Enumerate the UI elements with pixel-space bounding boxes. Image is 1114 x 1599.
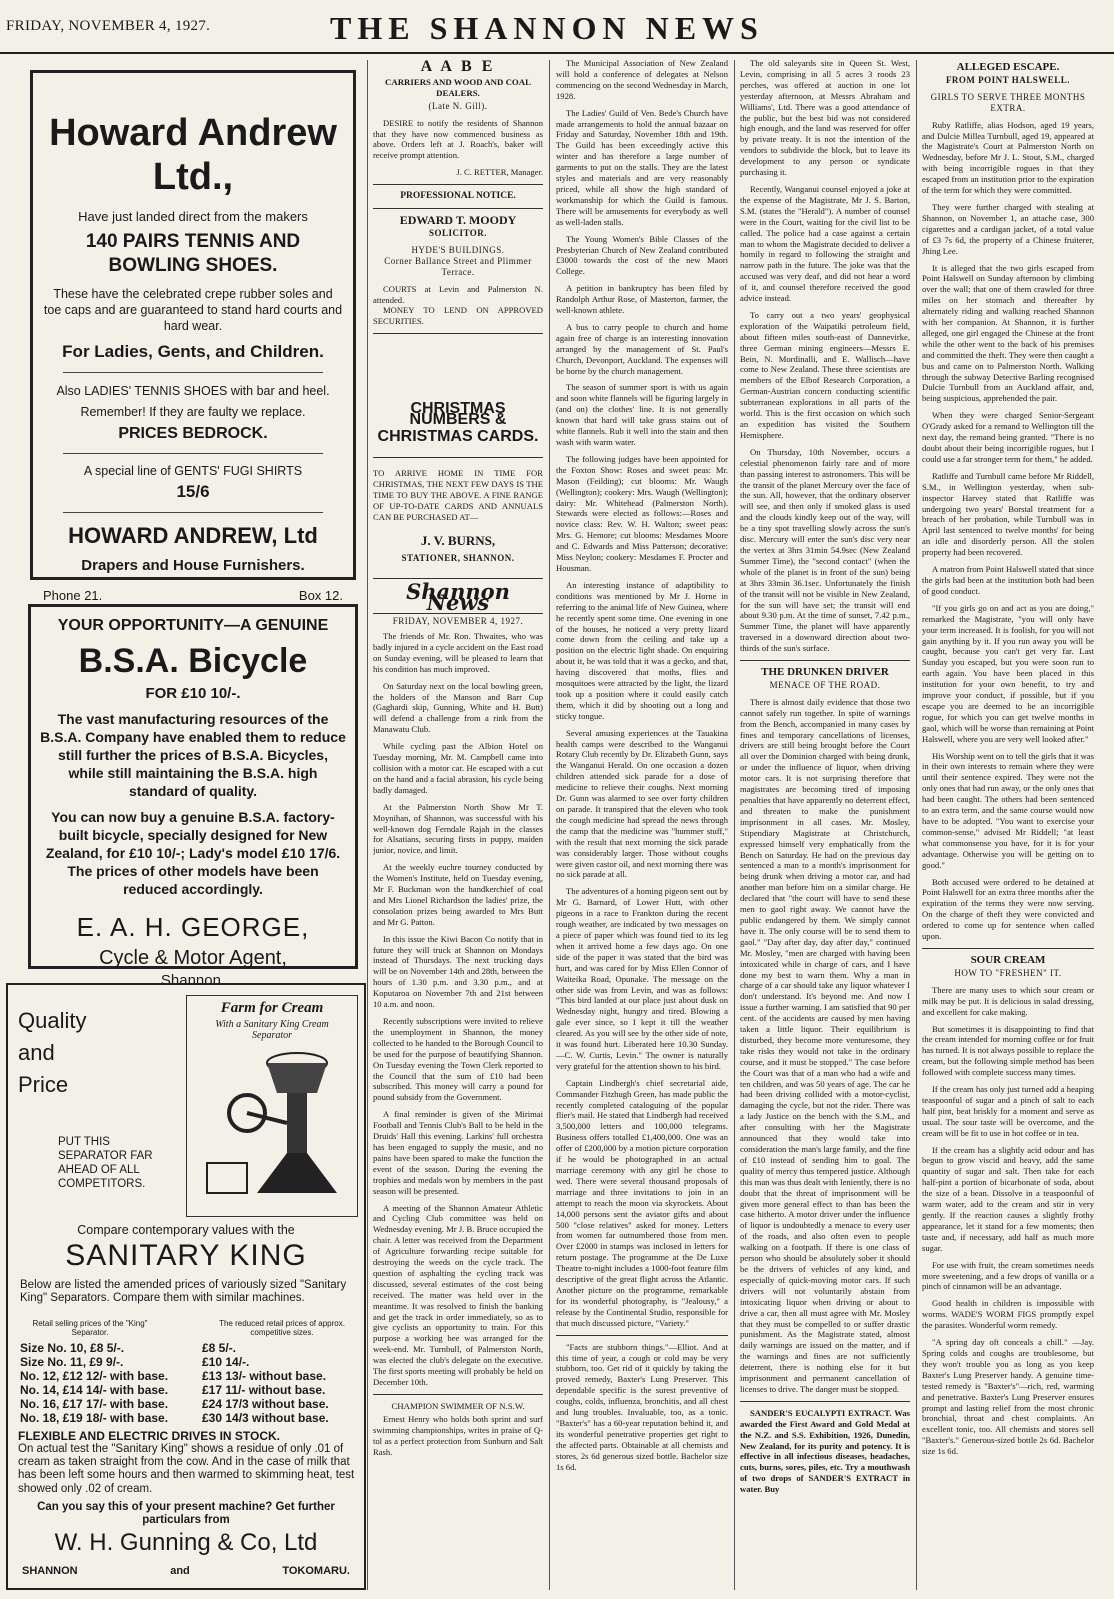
price-table-row (12, 1397, 360, 1411)
ad-body1: The vast manufacturing resources of the B.S.A. Company have enabled them to reduce still further the prices of B.S.A. Bicycles, while still maintaining the B.S.A. high standard of quality. (40, 711, 346, 799)
newspaper-title: THE SHANNON NEWS (330, 10, 764, 46)
ad-and: and (18, 1040, 55, 1065)
ad-put-this: PUT THIS SEPARATOR FAR AHEAD OF ALL COMPETITORS. (58, 1136, 153, 1190)
ad-firm: W. H. Gunning & Co, Ltd (54, 1529, 318, 1556)
ad-town-left: SHANNON (22, 1565, 78, 1577)
price-left: No. 16, £17 17/- with base. (20, 1397, 169, 1411)
price-right: £24 17/3 without base. (202, 1397, 329, 1411)
news-item: On Saturday next on the local bowling green, the holders of the Manson and Barr Cup (Gaghardi skip, Gunning, White and H. Butt) will defend a challenge from a rink from the Manawatu Club. (373, 680, 543, 735)
ad-col-right-head: The reduced retail prices of approx. competitive sizes. (219, 1319, 345, 1337)
ad-compare: Compare contemporary values with the (77, 1223, 295, 1237)
news-item: "If you girls go on and act as you are doing," remarked the Magistrate, "you will only have your term increased. It is foolish, for you will not gain anything by it. If you run away you will be caught, because you can't get very far. Last Sunday you escaped, but you were soon run to earth again. You have been placed in this institution for your own benefit, to try and improve your conduct, if possible, but if you escape you are deemed to be an incorrigible rogue, for which you can get twelve months in gaol, which will be worse than remaining at Point Halswell, where you are very well looked after." (922, 602, 1094, 744)
column-divider (549, 60, 550, 1590)
aabe-sub: CARRIERS AND WOOD AND COAL DEALERS. (385, 76, 531, 98)
ad-phone: Phone 21. (43, 588, 103, 603)
price-right: £10 14/-. (202, 1355, 250, 1369)
ad-for: For Ladies, Gents, and Children. (62, 342, 324, 361)
news-item: A petition in bankruptcy has been filed by Randolph Arthur Rose, of Masterton, farmer, the well-known athlete. (556, 283, 728, 316)
price-right: £17 11/- without base. (202, 1383, 326, 1397)
news-item: Captain Lindbergh's chief secretarial aide, Commander Fitzhugh Green, has made public the recently completed cataloguing of the popular flier's mail. He stated that Lindbergh had received 3,500,000 letters and 100,000 telegrams. Business offers totalled £1,400,000. One was an offer of £200,000 by a motion picture corporation if he would be photographed in an actual marriage ceremony with any girl he chose to wed. There were several thousand proposals of marriage and three invitations to join in an attempt to reach the moon via skyrockets. About 14,000 persons sent the aviator gifts and about 500 "close relatives" asked for money. Letters from women far outnumbered those from men. Over £2000 in stamps was inclosed in letters for return postage. The programme at the De Luxe Theatre to-night includes a 1000-foot feature film descriptive of the great flight across the Atlantic. Another picture on the programme, remarkable for its wonderful photography, is "Jealousy," a release by the Continental Studio, responsible for that much discussed picture, "Variety." (556, 1077, 728, 1328)
ad-intro: Have just landed direct from the makers (78, 209, 308, 224)
ad-price: FOR £10 10/-. (145, 685, 241, 702)
price-left: Size No. 11, £9 9/-. (20, 1355, 124, 1369)
news-item: It is alleged that the two girls escaped from Point Halswell on Sunday afternoon by climbing over the wall; that one of them crawled for three miles on her stomach and thereafter by alternately riding and walking reached Shannon with her companion. At Shannon, it is further alleged, one girl engaged the Chinese at the front while the other went to the back of his premises and committed the theft. They were then caught a bus and came on to Palmerston North. Walking through the subway Detective Barling recognised Dulcie Turnbull from an Auckland affair, and, being suspicious, apprehended the pair. (922, 262, 1094, 404)
escape-heading: ALLEGED ESCAPE. (956, 61, 1060, 73)
solicitor-money: MONEY TO LEND ON APPROVED SECURITIES. (373, 305, 543, 327)
aabe-signature: J. C. RETTER, Manager. (456, 167, 543, 178)
ad-body: These have the celebrated crepe rubber soles and toe caps and are guaranteed to stand hard courts and hard wear. (43, 287, 343, 333)
news-item: The adventures of a homing pigeon sent out by Mr G. Barnard, of Lower Hutt, with other pigeons in a race to Frankton during the recent rough weather, are indicated by two messages on a piece of paper which was found tied to its leg when it arrived home a few days ago. On one side of the paper it was stated that the bird was hurt, and was cared for by Miss Ellen Connor of Waiteika Road, Opunake. The message on the other side was from Levin, and was as follows: "This bird landed at our place just about dusk on Wednesday night, hungry and tired. Blowing a gale ever since, so I kept it till the weather cleared. As you will see by the other side of note, it was found hurt. Liberated here 10.30 Sunday.—C. W. Curtis, Levin." The owner is naturally very grateful for the attention shown to his bird. (556, 886, 728, 1071)
ad-box: Box 12. (298, 588, 343, 603)
drunken-driver-body: There is almost daily evidence that those two cannot safely run together. In spite of warnings from the Bench, accompanied in many cases by fines and temporary cancellations of licenses, drivers are still being brought before the Court all over the Dominion charged with being drunk, or under the influence of liquor, when driving motor cars. It is not surprising therefore that magistrates are becoming tired of imposing penalties that have apparently no deterrent effect, and threaten to make the punishment imprisonment in all cases. Mr. Mosley, Stipendiary Magistrate at Christchurch, expressed himself very emphatically from the Bench on Saturday. He had on the previous day sentenced a man to a month's imprisonment for being drunk when driving a motor car, and had another man before him on a similar charge. He declared that "the court will have to send these men to gaol right away. We cannot have the public endangered by them. We simply cannot have it. The only course will be to send them to gaol." "Day after day, day after day," continued Mr. Mosley, "men are charged with having been intoxicated while in charge of cars, and I have done my best to warn them. Why a man in charge of a car should take any liquor whatever I don't understand. It's beyond me. And now I issue a further warning. I am satisfied that 90 per cent. of the accidents are caused by men having taken a little liquor. Their equilibrium is disturbed, they become more venturesome, they take risks they would not take in the ordinary course, and it must be stopped." The case before the Court was that of a man who had a wife and ten children, and was 50 years of age. The car he had been driving collided with a motor-cyclist, damaging the cycle, but not the rider. There was a lady Justice on the bench with the S.M., and after consulting with her the Magistrate announced that they would take into consideration the man's large family, and the fine of £10 instead of sending him to goal. The quality of mercy thus tempered justice. Although this man was thus dealt with leniently, there is no doubt that the threat of imprisonment will be given more general effect to than has been the case hitherto. A motor driver under the influence of liquor is undoubtedly a menace to every user of the roads, and also often even to people walking on a footpath. If there is one class of person who should be absolutely sober it should be the drivers of vehicles of any kind, and especially of quick-moving motor cars. If such drivers will not voluntarily abstain from intoxicating liquor when driving or about to drive a car, then all must agree with Mr. Mosley that they must be compelled to or suffer drastic punishment. As the Magistrate stated, almost daily warnings are issued on the matter, and if the warnings and fines are not sufficiently deterrent, there is nothing else for it but imprisonment and permanent cancellation of licenses to drive. The danger must be stopped. (740, 696, 910, 1394)
ad-firm-desc: Drapers and House Furnishers. (81, 557, 305, 574)
masthead-rule (0, 52, 1114, 54)
baxter-advert: "A spring day oft conceals a chill." —Jay. Spring colds and coughs are troublesome, but they won't trouble you as long as you keep Baxter's Lung Preserver handy. A genuine time-tested remedy is "Baxter's"—rich, red, warming and penetrative. Baxter's Lung Preserver ensures prompt and lasting relief from the most chronic bronchial, throat and chest complaints. An excellent tonic, too. All chemists and stores sell "Baxter's." Generous-sized bottle 2s 6d. Bachelor size 1s 6d. (922, 1337, 1094, 1457)
solicitor-address: Corner Ballance Street and Plimmer Terrace. (384, 255, 532, 277)
news-item: If the cream has a slightly acid odour and has begun to grow viscid and heavy, add the same quantity of sugar and salt. Then take for each half-pint a portion of bicarbonate of soda, about the size of a bean. Dissolve in a teaspoonful of warm water, add to the cream and stir in very gently. If the reaction causes a slightly frothy appearance, let it stand for a few moments; then taste and, if necessary, add half as much more sugar. (922, 1144, 1094, 1253)
price-table-row (12, 1411, 360, 1425)
ad-lead: YOUR OPPORTUNITY—A GENUINE (57, 617, 329, 634)
escape-subheading-2: GIRLS TO SERVE THREE MONTHS EXTRA. (930, 91, 1086, 113)
sanders-advert: SANDER'S EUCALYPTI EXTRACT. Was awarded the First Award and Gold Medal at the N.Z. and S.S. Exhibition, 1926, Dunedin, New Zealand, for its purity and potency. It is effective in all infectious diseases, headaches, cuts, burns, sores, piles, etc. Try a mouthwash of two drops of SANDER'S EXTRACT in water. Buy (740, 1407, 910, 1495)
news-item: If the cream has only just turned add a heaping teaspoonful of sugar and a pinch of salt to each half pint, beat briskly for a moment and serve as usual. The sour taste will be overcome, and the cream will be fit to use in hot coffee or in tea. (922, 1084, 1094, 1138)
ad-special: A special line of GENTS' FUGI SHIRTS (83, 464, 303, 478)
solicitor-courts: COURTS at Levin and Palmerston N. attended. (373, 283, 543, 305)
column-divider (916, 60, 917, 1590)
ad-flexible: FLEXIBLE AND ELECTRIC DRIVES IN STOCK. (18, 1429, 281, 1443)
news-item: They were further charged with stealing at Shannon, on November 1, an attache case, 300 cigarettes and a cardigan jacket, of a total value of £3 7s 6d, the property of a Chinese fruiterer, Jhing Lee. (922, 201, 1094, 256)
news-item: A final reminder is given of the Mirimai Football and Tennis Club's Ball to be held in the Druids' Hall this evening. Larkins' full orchestra has been engaged to supply the music, and no pains have been spared to make the function the event of the season. During the evening the trophies and medals won by members in the past season will be presented. (373, 1109, 543, 1196)
sour-cream-subheading: HOW TO "FRESHEN" IT. (954, 967, 1062, 978)
ad-special-price: 15/6 (176, 482, 210, 501)
ad-town: Shannon. (160, 972, 226, 989)
ad-title: Howard Andrew Ltd., (49, 112, 337, 198)
price-right: £13 13/- without base. (202, 1369, 327, 1383)
column-3 (556, 58, 728, 1594)
news-item: The following judges have been appointed for the Foxton Show: Roses and sweet peas: Mr. Mason (Feilding); cut blooms: Mr. Waugh (Wellington); cookery: Mrs. Waugh (Wellington); dairy: Mr. Whitehead (Palmerston North). Stewards were elected as follows:—Roses and novice class: Rev. W. H. Walton; sweet peas: Mrs. G. Hemore; cut blooms: Mesdames Moore and C. Edwards and Miss Patterson; decorative: Miss Neylon; cookery: Mesdames F. Procter and Housman. (556, 453, 728, 573)
solicitor-role: SOLICITOR. (428, 227, 488, 238)
news-item: When they were charged Senior-Sergeant O'Grady asked for a remand to Wellington till the next day, the remand being granted. "There is no doubt about their being incorrigible rogues, but I could use a far stronger term for them," he added. (922, 410, 1094, 464)
ad-agent-desc: Cycle & Motor Agent, (99, 947, 287, 969)
news-item: The season of summer sport is with us again and soon white flannels will be figuring largely in (and on) the clothes' line. It is not generally known that hard will take grass stains out of white flannels. Rub it well into the stain and then wash with warm water. (556, 382, 728, 447)
ad-agent: E. A. H. GEORGE, (76, 912, 310, 942)
christmas-heading-2: CHRISTMAS CARDS. (377, 428, 539, 446)
burns-name: J. V. BURNS, (420, 533, 496, 549)
column-divider (367, 60, 368, 1590)
price-table-row (12, 1341, 360, 1355)
wades-advert: Good health in children is impossible with worms. WADE'S WORM FIGS promptly expel the parasites. Wonderful worm remedy. (922, 1298, 1094, 1331)
news-item: Both accused were ordered to be detained at Point Halswell for an extra three months after the expiration of the terms they were now serving. On the charge of theft they were convicted and ordered to come up for sentence when called upon. (922, 876, 1094, 942)
price-table-row (12, 1355, 360, 1369)
column-divider (734, 60, 735, 1590)
separator-illustration (186, 995, 358, 1217)
paper-nameplate: Shannon News (406, 579, 510, 616)
illustration-caption: Farm for Cream (220, 1000, 324, 1016)
news-item: To carry out a two years' geophysical exploration of the Waipatiki petroleum field, about fifteen miles south-east of Dannevirke, three German mining engineers—Messrs E. Bein, N. Mordinalli, and E. Wallisch—have come to New Zealand. These three scientists are members of the Elbof Research Corporation, a German-Austrian concern conducting scientific subterranean explorations in all parts of the world. This is the first occasion on which such an expedition has visited the Southern Hemisphere. (740, 309, 910, 440)
escape-subheading: FROM POINT HALSWELL. (945, 74, 1071, 85)
separator-machine-icon (187, 1043, 357, 1203)
ad-product: B.S.A. Bicycle (78, 642, 308, 680)
drunken-driver-subheading: MENACE OF THE ROAD. (769, 679, 881, 690)
news-item: Ratliffe and Turnbull came before Mr Riddell, S.M., in Wellington yesterday, when sub-inspector Harvey stated that Ratliffe was undergoing two years' Borstal treatment for a breach of her probation, while Turnbull was in April last sentenced to twelve months' for being an idle and disorderly person. All the stolen property had been recovered. (922, 470, 1094, 558)
price-left: No. 18, £19 18/- with base. (20, 1411, 169, 1425)
news-item: An interesting instance of adaptibility to conditions was mentioned by Mr J. Horne in referring to the animal life of New Guinea, where he recently spent some time. One evening in one of the houses, he noticed a very pretty lizard come down from the ceiling and take up a position on the electric light shade. On enquiring about it, he was told that it was a gecko, and that, having discovered that moths, flies and mosquitoes were attracted by the light, the lizard took up a position where it could easily catch them, which it did by shooting out a long and sticky tongue. (556, 579, 728, 721)
ad-town-right: TOKOMARU. (282, 1565, 350, 1577)
news-item: Recently subscriptions were invited to relieve the unemployment in Shannon, the money collected to be handed to the Borough Council to be used for the purpose of beautifying Shannon. On Tuesday evening the Town Clerk reported to the Council that the sum of £10 had been subscribed. This money will carry a pound for pound subsidy from the Government. (373, 1016, 543, 1103)
news-item: At the weekly euchre tourney conducted by the Women's Institute, held on Tuesday evening, Mr F. Buckman won the handkerchief of coal and Mrs Lionel Richardson the ladies' prize, the consolation prizes being awarded to Mrs Butt and Mr G. Patton. (373, 862, 543, 927)
champion-swimmer-heading: CHAMPION SWIMMER OF N.S.W. (391, 1400, 525, 1411)
christmas-body: TO ARRIVE HOME IN TIME FOR CHRISTMAS, THE NEXT FEW DAYS IS THE TIME TO BUY THE ABOVE. A FINE RANGE OF UP-TO-DATE CARDS AND ANNUALS CAN BE PURCHASED AT— (373, 467, 543, 522)
price-table (12, 1341, 360, 1425)
ad-test: On actual test the "Sanitary King" shows a residue of only .01 of cream as taken straight from the cow. And in the case of milk that has been left some hours and then warmed to skimming heat, test showed only .02 of cream. (18, 1443, 355, 1495)
news-item: A meeting of the Shannon Amateur Athletic and Cycling Club committee was held on Wednesday evening. Mr J. B. Bruce occupied the chair. A letter was received from the Department of Agriculture forwarding recipe suitable for destroying the weeds on the cycle track. The question of asphalting the cycling track was discussed, several estimates of the cost being received. The matter was held over in the meantime. It was resolved to finish the banking and get the track in order immediately, so as to give cyclists an opportunity to train. For this purpose a working bee was arranged for the week-end. Mr. Turnbull, of Palmerston North, was elected the club's delegate on the executive. The first sports meeting will probably be held on December 10th. (373, 1202, 543, 1387)
masthead (0, 0, 1114, 52)
news-item: There are many uses to which sour cream or milk may be put. It is delicious in salad dressing, and excellent for cake making. (922, 984, 1094, 1017)
ad-town-and: and (170, 1565, 190, 1577)
baxter-advert: "Facts are stubborn things."—Elliot. And at this time of year, a cough or cold may be very stubborn, too. Get rid of it quickly by taking the proved remedy, Baxter's Lung Preserver. This dependable specific is the surest preventive of coughs, colds, influenza, bronchitis, and all chest and lung troubles. Invaluable, too, as a tonic. "Baxter's" has a 60-year reputation behind it, and its wonderful penetrative properties get right to the affected parts. Obtainable at all chemists and stores, 2s 6d generous sized bottle. Bachelor size 1s 6d. (556, 1341, 728, 1472)
solicitor-building: HYDE'S BUILDINGS. (411, 244, 505, 255)
ad-prices: PRICES BEDROCK. (118, 425, 268, 442)
news-item: While cycling past the Albion Hotel on Tuesday morning, Mr. M. Campbell came into collision with a motor car. He escaped with a cut on the hand and a facial abrasion, his cycle being badly damaged. (373, 741, 543, 795)
news-item: The old saleyards site in Queen St. West, Levin, comprising in all 5 acres 3 roods 23 perches, was offered at auction in one lot yesterday afternoon, at Messrs Abraham and Williams', Ltd. There was a good attendance of the public, but the best bid was not considered high enough, and the land was reserved for offer by private treaty. It is not the intention of the vendors to subdivide the block, but to leave its development to any person or syndicate purchasing it. (740, 58, 910, 178)
ad-col-left-head: Retail selling prices of the "King" Separator. (32, 1319, 148, 1337)
burns-desc: STATIONER, SHANNON. (401, 553, 515, 564)
news-item: The friends of Mr. Ron. Thwaites, who was badly injured in a cycle accident on the East road on Sunday evening, will be pleased to learn that his condition has much improved. (373, 631, 543, 674)
ad-also: Also LADIES' TENNIS SHOES with bar and heel. (56, 384, 330, 398)
news-item: In this issue the Kiwi Bacon Co notify that in future they will truck at Shannon on Mondays instead of Thursdays. The next trucking days will be on November 14th and 28th, between the hours of 1.30 p.m. and 3.30 p.m., and at Koputaroa on November 7th and 21st between 10 a.m. and noon. (373, 933, 543, 1010)
ad-price-word: Price (18, 1072, 69, 1097)
price-left: Size No. 10, £8 5/-. (20, 1341, 125, 1355)
aabe-late: (Late N. Gill). (428, 100, 488, 111)
price-right: £8 5/-. (202, 1341, 237, 1355)
news-item: The Ladies' Guild of Ven. Bede's Church have made arrangements to hold the annual bazaar on Friday and Saturday, November 18th and 19th. The Guild has been exceedingly active this winter and has therefore a large number of garments to put on the stalls. They are the latest styles and materials and are very reasonably priced, while all show the high standard of workmanship for which the Guild is famous. There will be amusements for everybody as well as well-laden stalls. (556, 107, 728, 227)
ad-firm: HOWARD ANDREW, Ltd (68, 523, 318, 548)
price-left: No. 14, £14 14/- with base. (20, 1383, 169, 1397)
news-item: Ruby Ratliffe, alias Hodson, aged 19 years, and Dulcie Millea Turnbull, aged 19, appeared at the Magistrate's Court at Palmerston North on Wednesday, before Mr J. L. Stout, S.M., charged with being incorrigible rogues in that they escaped from an institution prior to the expiration of the term for which they were committed. (922, 119, 1094, 196)
news-item: But sometimes it is disappointing to find that the cream intended for morning coffee or for fruit has turned. It is not always possible to replace the cream, but the following simple method has been followed with complete success many times. (922, 1023, 1094, 1078)
solicitor-name: EDWARD T. MOODY (399, 213, 517, 228)
ad-remember: Remember! If they are faulty we replace. (80, 405, 306, 419)
drunken-driver-heading: THE DRUNKEN DRIVER (761, 666, 889, 679)
news-item: Recently, Wanganui counsel enjoyed a joke at the expense of the Magistrate, Mr J. S. Barton, S.M. (states the "Herald"). A number of counsel were in the Court, waiting for the civil list to be called. The police had a case against a certain man to whom the Magistrate decided to deliver a homily in regard to following the straight and narrow path in the future. The joke was that the accused was very deaf, and did not hear a word of it, and counsel therefore received the good advice instead. (740, 183, 910, 304)
professional-notice-heading: PROFESSIONAL NOTICE. (400, 191, 516, 202)
price-table-row (12, 1383, 360, 1397)
ad-body2: You can now buy a genuine B.S.A. factory-built bicycle, specially designed for New Zealand, for £10 10/-; Lady's model £10 17/6. The prices of other models have been reduced accordingly. (45, 809, 341, 897)
ad-headline: 140 PAIRS TENNIS AND BOWLING SHOES. (85, 231, 301, 276)
ad-brand: SANITARY KING (65, 1239, 307, 1272)
column-2 (373, 58, 543, 1594)
column-4 (740, 58, 910, 1594)
news-item: A matron from Point Halswell stated that since the girls had been at the institution both had been of good conduct. (922, 564, 1094, 596)
issue-date: FRIDAY, NOVEMBER 4, 1927. (6, 18, 211, 34)
news-item: The Young Women's Bible Classes of the Presbyterian Church of New Zealand contributed £3000 towards the cost of the new Maori College. (556, 233, 728, 277)
news-item: Several amusing experiences at the Tauakina health camps were described to the Wanganui Rotary Club recently by Dr. Elizabeth Gunn, says the Wanganui Herald. On one occasion a dozen children attended sick parade for a dose of medicine to relieve their coughs. Next morning Dr. Gunn was alarmed to see over forty children on parade. It transpired that the eleven who took the cough medicine had spread the news through the camp that the medicine was "hummer stuff," with the result that next morning the sick parade was considerably larger. Those without coughs were given castor oil, and next morning there was no sick parade at all. (556, 727, 728, 880)
ad-question: Can you say this of your present machine? Get further particulars from (37, 1501, 335, 1526)
news-item: The Municipal Association of New Zealand will hold a conference of delegates at Nelson commencing on the second Wednesday in March, 1928. (556, 58, 728, 101)
news-item: His Worship went on to tell the girls that it was in their own interests to remain where they were until their sentence expired. They were not the only ones that had run away, or the only ones that had been caught. The others had been sentenced to an extra term, and the same course would now have to be adopted. "You want to exercise your common-sense," advised Mr Riddell; "at least what commonsense you have, for it is for your advantage. Otherwise you will be getting on to good." (922, 750, 1094, 870)
ad-below: Below are listed the amended prices of variously sized "Sanitary King" Separators. Compare them with similar machines. (20, 1279, 347, 1304)
christmas-heading-1: CHRISTMAS NUMBERS & (409, 400, 507, 429)
sanitary-king-advert (6, 983, 366, 1590)
paper-date: FRIDAY, NOVEMBER 4, 1927. (392, 616, 524, 627)
news-item: For use with fruit, the cream sometimes needs more sweetening, and a few drops of vanilla or a pinch of cinnamon will be an advantage. (922, 1259, 1094, 1292)
aabe-title: A A B E (420, 58, 496, 75)
price-left: No. 12, £12 12/- with base. (20, 1369, 169, 1383)
column-5 (922, 58, 1094, 1594)
news-item: A bus to carry people to church and home again free of charge is an interesting innovation arranged by the management of St. Paul's Church, Devonport, Auckland. The expenses will be borne by the church management. (556, 321, 728, 376)
price-right: £30 14/3 without base. (202, 1411, 329, 1425)
champion-swimmer-body: Ernest Henry who holds both sprint and surf swimming championships, writes in praise of Q-tol as a perfect protection from Sunburn and Salt Rash. (373, 1413, 543, 1457)
aabe-body: DESIRE to notify the residents of Shannon that they have now commenced business as above. Orders left at J. Roach's, baker will receive prompt attention. (373, 117, 543, 161)
ad-quality: Quality (18, 1008, 87, 1033)
bsa-bicycle-advert (28, 604, 358, 989)
illustration-caption-sub: With a Sanitary King Cream Separator (215, 1019, 329, 1041)
price-table-row (12, 1369, 360, 1383)
news-item: On Thursday, 10th November, occurs a celestial phenomenon fairly rare and of more than passing interest to astronomers. This will be the transit of the planet Mercury over the face of the sun. All, however, that the ordinary observer will see, and then only if smoked glass is used and the clouds kindly keep out of the way, will be a tiny spot travelling slowly across the sun's disc. Mercury will enter the sun's disc very near the vertex at 3hrs 31min 54.9sec (New Zealand Summer Time), the "second contact" (when the whole of the planet is in front of the sun) being at 3hrs 33min 36.1sec. Unfortunately the finish of the transit will not be visible in New Zealand, for the sun will have set; the transit will end about 9.30 p.m. At the time of sunset, 7.42 p.m., Summer Time, the planet will have apparently traversed in a downward direction about two-thirds of the sun's surface. (740, 446, 910, 654)
news-item: At the Palmerston North Show Mr T. Moynihan, of Shannon, was successful with his well-known dog Ferndale Rajah in the classes for Alsatians, securing firsts in puppy, maiden junior, novice, and limit. (373, 801, 543, 856)
howard-andrew-advert (30, 70, 356, 603)
sour-cream-heading: SOUR CREAM (970, 953, 1046, 966)
